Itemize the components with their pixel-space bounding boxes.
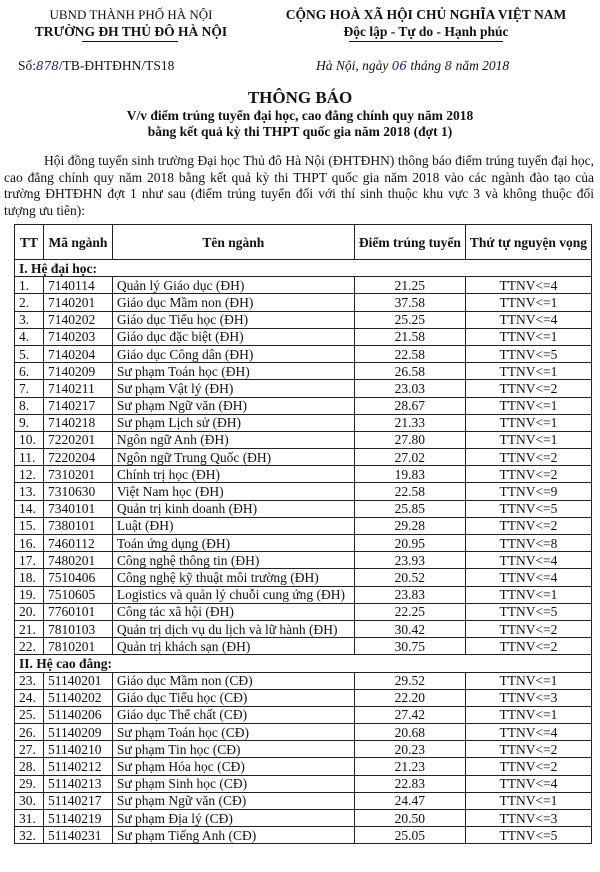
cell-priority: TTNV<=2 xyxy=(465,517,591,534)
section-row xyxy=(15,655,592,672)
cell-score: 23.83 xyxy=(354,586,465,603)
cell-major: Quản trị kinh doanh (ĐH) xyxy=(112,500,354,517)
cell-tt: 31. xyxy=(15,810,44,827)
cell-major: Giáo dục đặc biệt (ĐH) xyxy=(112,328,354,345)
cell-priority: TTNV<=2 xyxy=(465,758,591,775)
cell-score: 28.67 xyxy=(354,397,465,414)
docno-prefix: Số: xyxy=(18,58,37,73)
cell-code: 7140211 xyxy=(44,380,113,397)
cell-priority: TTNV<=2 xyxy=(465,449,591,466)
cell-major: Giáo dục Thể chất (CĐ) xyxy=(112,706,354,723)
cell-code: 51140201 xyxy=(44,672,113,689)
table-header-row xyxy=(15,225,592,260)
col-header-priority: Thứ tự nguyện vọng xyxy=(465,225,591,260)
issuer-underline xyxy=(82,41,178,42)
issuer-org: UBND THÀNH PHỐ HÀ NỘI xyxy=(49,7,213,22)
cell-major: Giáo dục Tiểu học (CĐ) xyxy=(112,689,354,706)
cell-score: 24.47 xyxy=(354,792,465,809)
cell-code: 7480201 xyxy=(44,552,113,569)
cell-code: 7510406 xyxy=(44,569,113,586)
cell-tt: 2. xyxy=(15,294,44,311)
cell-major: Sư phạm Lịch sử (ĐH) xyxy=(112,414,354,431)
cell-priority: TTNV<=4 xyxy=(465,569,591,586)
cell-score: 27.02 xyxy=(354,449,465,466)
cell-major: Sư phạm Ngữ văn (ĐH) xyxy=(112,397,354,414)
table-row xyxy=(15,294,592,311)
cell-priority: TTNV<=1 xyxy=(465,397,591,414)
motto-underline xyxy=(349,41,503,42)
table-row xyxy=(15,758,592,775)
cell-code: 7310201 xyxy=(44,466,113,483)
cell-code: 7220201 xyxy=(44,431,113,448)
subject-line-2: bằng kết quả kỳ thi THPT quốc gia năm 2018 (đợt 1) xyxy=(147,124,453,139)
cell-tt: 11. xyxy=(15,449,44,466)
cell-priority: TTNV<=1 xyxy=(465,328,591,345)
section-label: II. Hệ cao đẳng: xyxy=(15,655,592,672)
document-number xyxy=(18,58,174,74)
cell-major: Sư phạm Ngữ văn (CĐ) xyxy=(112,792,354,809)
cell-score: 22.58 xyxy=(354,345,465,362)
cell-tt: 1. xyxy=(15,277,44,294)
country-name: CỘNG HOÀ XÃ HỘI CHỦ NGHĨA VIỆT NAM xyxy=(285,7,567,22)
document-title: THÔNG BÁO xyxy=(247,88,353,107)
cell-code: 7140217 xyxy=(44,397,113,414)
cell-code: 51140219 xyxy=(44,810,113,827)
cell-score: 30.75 xyxy=(354,638,465,655)
cell-priority: TTNV<=1 xyxy=(465,586,591,603)
cell-code: 7760101 xyxy=(44,603,113,620)
cell-major: Công nghệ thông tin (ĐH) xyxy=(112,552,354,569)
cell-score: 19.83 xyxy=(354,466,465,483)
cell-major: Công nghệ kỹ thuật môi trường (ĐH) xyxy=(112,569,354,586)
cell-priority: TTNV<=1 xyxy=(465,294,591,311)
cell-tt: 3. xyxy=(15,311,44,328)
col-header-score: Điểm trúng tuyển xyxy=(354,225,465,260)
cell-code: 7140203 xyxy=(44,328,113,345)
cell-tt: 10. xyxy=(15,431,44,448)
cell-major: Giáo dục Tiểu học (ĐH) xyxy=(112,311,354,328)
issuer-school: TRƯỜNG ĐH THỦ ĐÔ HÀ NỘI xyxy=(34,24,228,39)
cell-priority: TTNV<=2 xyxy=(465,380,591,397)
cell-code: 7460112 xyxy=(44,535,113,552)
subject-line-1: V/v điểm trúng tuyển đại học, cao đẳng chính quy năm 2018 xyxy=(126,108,474,123)
table-row xyxy=(15,483,592,500)
cell-priority: TTNV<=5 xyxy=(465,500,591,517)
cell-score: 20.95 xyxy=(354,535,465,552)
cell-tt: 24. xyxy=(15,689,44,706)
section-label: I. Hệ đại học: xyxy=(15,260,592,277)
cell-tt: 5. xyxy=(15,345,44,362)
cell-priority: TTNV<=5 xyxy=(465,603,591,620)
cell-priority: TTNV<=2 xyxy=(465,741,591,758)
cell-code: 51140212 xyxy=(44,758,113,775)
national-motto: Độc lập - Tự do - Hạnh phúc xyxy=(343,24,509,39)
cell-score: 25.25 xyxy=(354,311,465,328)
cell-score: 20.68 xyxy=(354,724,465,741)
table-row xyxy=(15,775,592,792)
cell-score: 21.23 xyxy=(354,758,465,775)
table-row xyxy=(15,638,592,655)
cell-major: Luật (ĐH) xyxy=(112,517,354,534)
cell-major: Giáo dục Mầm non (CĐ) xyxy=(112,672,354,689)
table-row xyxy=(15,517,592,534)
table-row xyxy=(15,431,592,448)
docno-number: 878 xyxy=(36,59,59,73)
table-row xyxy=(15,586,592,603)
table-row xyxy=(15,449,592,466)
cell-code: 7380101 xyxy=(44,517,113,534)
cell-code: 7140114 xyxy=(44,277,113,294)
cell-score: 22.25 xyxy=(354,603,465,620)
cell-major: Giáo dục Mầm non (ĐH) xyxy=(112,294,354,311)
table-row xyxy=(15,672,592,689)
date-year: năm 2018 xyxy=(455,58,510,73)
table-row xyxy=(15,311,592,328)
cell-tt: 23. xyxy=(15,672,44,689)
cell-major: Ngôn ngữ Anh (ĐH) xyxy=(112,431,354,448)
cell-code: 7310630 xyxy=(44,483,113,500)
cell-priority: TTNV<=4 xyxy=(465,552,591,569)
table-body xyxy=(15,260,592,844)
cell-tt: 8. xyxy=(15,397,44,414)
cell-tt: 32. xyxy=(15,827,44,844)
cell-score: 21.25 xyxy=(354,277,465,294)
cell-tt: 28. xyxy=(15,758,44,775)
cell-score: 25.05 xyxy=(354,827,465,844)
cell-tt: 29. xyxy=(15,775,44,792)
cell-code: 51140231 xyxy=(44,827,113,844)
cell-tt: 27. xyxy=(15,741,44,758)
cell-major: Sư phạm Toán học (CĐ) xyxy=(112,724,354,741)
admission-scores-table xyxy=(14,224,592,844)
cell-priority: TTNV<=1 xyxy=(465,706,591,723)
issuer-block xyxy=(6,6,256,40)
cell-code: 51140210 xyxy=(44,741,113,758)
national-header xyxy=(258,6,594,40)
cell-score: 25.85 xyxy=(354,500,465,517)
table-row xyxy=(15,277,592,294)
cell-major: Việt Nam học (ĐH) xyxy=(112,483,354,500)
cell-code: 51140217 xyxy=(44,792,113,809)
cell-tt: 9. xyxy=(15,414,44,431)
cell-code: 7810201 xyxy=(44,638,113,655)
cell-tt: 20. xyxy=(15,603,44,620)
section-row xyxy=(15,260,592,277)
cell-tt: 22. xyxy=(15,638,44,655)
cell-score: 27.80 xyxy=(354,431,465,448)
cell-major: Công tác xã hội (ĐH) xyxy=(112,603,354,620)
cell-major: Quản lý Giáo dục (ĐH) xyxy=(112,277,354,294)
cell-code: 7140202 xyxy=(44,311,113,328)
table-row xyxy=(15,689,592,706)
cell-score: 21.58 xyxy=(354,328,465,345)
date-day: 06 xyxy=(391,59,408,73)
table-row xyxy=(15,569,592,586)
cell-tt: 13. xyxy=(15,483,44,500)
cell-score: 20.23 xyxy=(354,741,465,758)
cell-priority: TTNV<=1 xyxy=(465,363,591,380)
cell-score: 21.33 xyxy=(354,414,465,431)
table-row xyxy=(15,380,592,397)
cell-score: 29.52 xyxy=(354,672,465,689)
table-row xyxy=(15,345,592,362)
cell-priority: TTNV<=9 xyxy=(465,483,591,500)
cell-priority: TTNV<=3 xyxy=(465,689,591,706)
cell-score: 20.50 xyxy=(354,810,465,827)
cell-tt: 21. xyxy=(15,620,44,637)
date-month: 8 xyxy=(444,59,453,73)
table-row xyxy=(15,810,592,827)
cell-priority: TTNV<=2 xyxy=(465,638,591,655)
cell-score: 22.58 xyxy=(354,483,465,500)
cell-code: 51140209 xyxy=(44,724,113,741)
cell-major: Sư phạm Toán học (ĐH) xyxy=(112,363,354,380)
col-header-tt: TT xyxy=(15,225,44,260)
cell-priority: TTNV<=2 xyxy=(465,620,591,637)
table-row xyxy=(15,792,592,809)
cell-tt: 25. xyxy=(15,706,44,723)
cell-code: 7140204 xyxy=(44,345,113,362)
table-row xyxy=(15,706,592,723)
cell-major: Giáo dục Công dân (ĐH) xyxy=(112,345,354,362)
cell-tt: 4. xyxy=(15,328,44,345)
cell-score: 29.28 xyxy=(354,517,465,534)
cell-major: Chính trị học (ĐH) xyxy=(112,466,354,483)
table-row xyxy=(15,603,592,620)
cell-tt: 19. xyxy=(15,586,44,603)
table-row xyxy=(15,363,592,380)
cell-code: 7220204 xyxy=(44,449,113,466)
cell-tt: 15. xyxy=(15,517,44,534)
cell-code: 7140209 xyxy=(44,363,113,380)
table-row xyxy=(15,827,592,844)
table-row xyxy=(15,414,592,431)
cell-priority: TTNV<=4 xyxy=(465,775,591,792)
cell-priority: TTNV<=5 xyxy=(465,345,591,362)
cell-priority: TTNV<=1 xyxy=(465,414,591,431)
table-row xyxy=(15,397,592,414)
cell-tt: 26. xyxy=(15,724,44,741)
cell-score: 27.42 xyxy=(354,706,465,723)
cell-priority: TTNV<=4 xyxy=(465,277,591,294)
cell-code: 7810103 xyxy=(44,620,113,637)
cell-code: 51140213 xyxy=(44,775,113,792)
cell-major: Sư phạm Vật lý (ĐH) xyxy=(112,380,354,397)
cell-priority: TTNV<=2 xyxy=(465,466,591,483)
docno-suffix: /TB-ĐHTĐHN/TS18 xyxy=(58,58,175,73)
cell-priority: TTNV<=8 xyxy=(465,535,591,552)
intro-paragraph xyxy=(4,153,594,219)
cell-tt: 18. xyxy=(15,569,44,586)
cell-score: 37.58 xyxy=(354,294,465,311)
cell-score: 23.93 xyxy=(354,552,465,569)
cell-major: Quản trị khách sạn (ĐH) xyxy=(112,638,354,655)
cell-priority: TTNV<=4 xyxy=(465,311,591,328)
table-row xyxy=(15,466,592,483)
cell-code: 7340101 xyxy=(44,500,113,517)
cell-code: 7510605 xyxy=(44,586,113,603)
issue-date xyxy=(316,58,509,74)
cell-priority: TTNV<=4 xyxy=(465,724,591,741)
col-header-major: Tên ngành xyxy=(112,225,354,260)
cell-score: 26.58 xyxy=(354,363,465,380)
cell-code: 51140206 xyxy=(44,706,113,723)
cell-major: Toán ứng dụng (ĐH) xyxy=(112,535,354,552)
cell-priority: TTNV<=1 xyxy=(465,431,591,448)
cell-tt: 17. xyxy=(15,552,44,569)
date-month-label: tháng xyxy=(410,58,442,73)
cell-tt: 6. xyxy=(15,363,44,380)
cell-tt: 30. xyxy=(15,792,44,809)
cell-major: Quản trị dịch vụ du lịch và lữ hành (ĐH) xyxy=(112,620,354,637)
cell-major: Ngôn ngữ Trung Quốc (ĐH) xyxy=(112,449,354,466)
cell-tt: 7. xyxy=(15,380,44,397)
cell-major: Sư phạm Tin học (CĐ) xyxy=(112,741,354,758)
intro-text: Hội đồng tuyển sinh trường Đại học Thủ đô Hà Nội (ĐHTĐHN) thông báo điểm trúng tuyển đại học, cao đẳng chính quy năm 2018 bằng kết quả kỳ thi THPT quốc gia năm 2018 vào các ngành đào tạo của trường ĐHTĐHN đợt 1 như sau (điểm trúng tuyển đối với thí sinh thuộc khu vực 3 và không thuộc đối tượng ưu tiên): xyxy=(4,153,594,218)
table-row xyxy=(15,328,592,345)
cell-tt: 16. xyxy=(15,535,44,552)
cell-score: 22.83 xyxy=(354,775,465,792)
cell-major: Sư phạm Tiếng Anh (CĐ) xyxy=(112,827,354,844)
table-row xyxy=(15,552,592,569)
cell-major: Sư phạm Địa lý (CĐ) xyxy=(112,810,354,827)
cell-priority: TTNV<=1 xyxy=(465,672,591,689)
cell-major: Sư phạm Hóa học (CĐ) xyxy=(112,758,354,775)
cell-code: 51140202 xyxy=(44,689,113,706)
cell-tt: 12. xyxy=(15,466,44,483)
date-place: Hà Nội, ngày xyxy=(316,58,389,73)
cell-code: 7140218 xyxy=(44,414,113,431)
cell-code: 7140201 xyxy=(44,294,113,311)
cell-major: Logistics và quản lý chuỗi cung ứng (ĐH) xyxy=(112,586,354,603)
cell-score: 22.20 xyxy=(354,689,465,706)
table-row xyxy=(15,620,592,637)
cell-score: 20.52 xyxy=(354,569,465,586)
cell-major: Sư phạm Sinh học (CĐ) xyxy=(112,775,354,792)
cell-score: 23.03 xyxy=(354,380,465,397)
cell-priority: TTNV<=5 xyxy=(465,827,591,844)
cell-score: 30.42 xyxy=(354,620,465,637)
cell-priority: TTNV<=1 xyxy=(465,792,591,809)
cell-priority: TTNV<=3 xyxy=(465,810,591,827)
cell-tt: 14. xyxy=(15,500,44,517)
table-row xyxy=(15,724,592,741)
col-header-code: Mã ngành xyxy=(44,225,113,260)
table-row xyxy=(15,500,592,517)
table-row xyxy=(15,535,592,552)
table-row xyxy=(15,741,592,758)
